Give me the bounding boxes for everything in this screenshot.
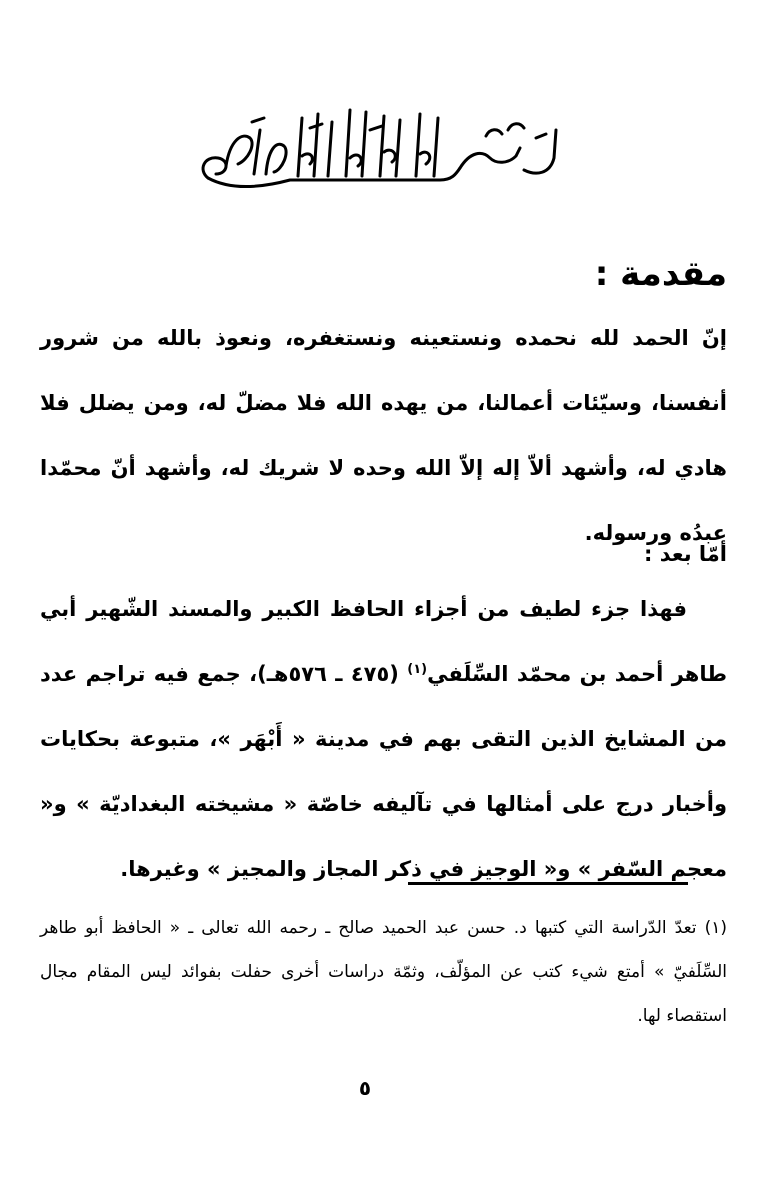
footnote-reference[interactable]: (١) — [407, 662, 428, 677]
main-paragraph — [40, 577, 727, 902]
opening-paragraph: إنّ الحمد لله نحمده ونستعينه ونستغفره، ونعوذ بالله من شرور أنفسنا، وسيّئات أعمالنا، من يهده الله فلا مضلّ له، ومن يضلل فلا هادي له، وأشهد ألاّ إله إلاّ الله وحده لا شريك له، وأشهد أنّ محمّدا عبدُه ورسوله. — [40, 326, 727, 545]
amma-baad-line: أمّا بعد : — [644, 542, 727, 566]
footnote-text: (١) تعدّ الدّراسة التي كتبها د. حسن عبد الحميد صالح ـ رحمه الله تعالى ـ « الحافظ أبو طاهر السِّلَفيّ » أمتع شيء كتب عن المؤلّف، وثمّة دراسات أخرى حفلت بفوائد ليس المقام مجال استقصاء لها. — [40, 918, 727, 1026]
page-number: ٥ — [358, 1076, 372, 1100]
main-paragraph-text-start: فهذا جزء لطيف من أجزاء الحافظ الكبير والمسند الشّهير أبي طاهر أحمد بن محمّد السِّلَفي — [40, 597, 727, 686]
footnote-separator — [408, 882, 688, 885]
section-heading: مقدمة : — [594, 254, 727, 294]
main-paragraph-text-end: (٤٧٥ ـ ٥٧٦هـ)، جمع فيه تراجم عدد من المشايخ الذين التقى بهم في مدينة « أَبْهَر »، متبوعة بحكايات وأخبار درج على أمثالها في تآليفه خاصّة « مشيخته البغداديّة » و« معجم السّفر » و« الوجيز في ذكر المجاز والمجيز » وغيرها. — [40, 662, 727, 881]
basmala-calligraphy — [190, 100, 570, 210]
basmala-calligraphy-drawing — [190, 100, 570, 210]
